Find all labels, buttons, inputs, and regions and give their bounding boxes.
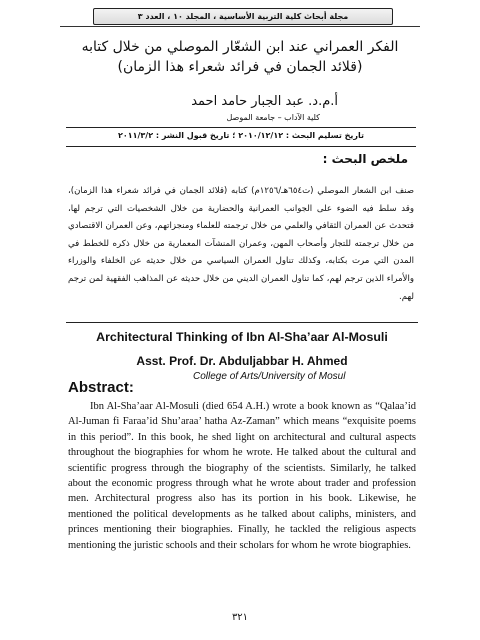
submission-dates: تاريخ تسليم البحث : ٢٠١٠/١٢/١٢ ؛ تاريخ قبول النشر : ٢٠١١/٣/٢ (117, 131, 365, 140)
arabic-author: أ.م.د. عبد الجبار حامد احمد (191, 94, 338, 109)
arabic-abstract-heading: ملخص البحث : (322, 152, 408, 166)
english-affiliation: College of Arts/University of Mosul (193, 371, 346, 382)
dates-top-rule (66, 127, 416, 128)
english-abstract-heading: Abstract: (68, 379, 134, 396)
arabic-title-line1: الفكر العمراني عند ابن الشعّار الموصلي من خلال كتابه (81, 39, 399, 55)
dates-bottom-rule (66, 146, 416, 147)
arabic-affiliation: كلية الآداب – جامعة الموصل (226, 113, 320, 122)
section-divider (66, 322, 418, 323)
page-number: ٣٢١ (231, 612, 249, 623)
english-title: Architectural Thinking of Ibn Al-Sha’aar Al-Mosuli (96, 330, 388, 344)
arabic-title-line2: (قلائد الجمان في فرائد شعراء هذا الزمان) (117, 59, 363, 75)
english-author: Asst. Prof. Dr. Abduljabbar H. Ahmed (136, 354, 348, 368)
english-abstract-body: Ibn Al-Sha’aar Al-Mosuli (died 654 A.H.) wrote a book known as “Qalaa’id Al-Juman fi Faraa’id Shu’araa’ hatha Az-Zaman” which means “exquisite poems in this period”. In this book, he shed light on architectural and cultural aspects throughout the biographies for whom he wrote. He talked about the cultural and scientific progress through the biography of the scientists. Similarly, he talked about the economic progress through what he wrote about trader and profession men. Architectural progress also has its portion in his book. Likewise, he mentioned the political developments as he talked about caliphs, ministers, and princes mentioning their biographies. Finally, he tackled the religious aspects mentioning the juristic schools and their scholars for whom he wrote biographies. (68, 401, 416, 551)
header-divider (60, 26, 420, 27)
journal-header (93, 8, 393, 25)
journal-header-text: مجلة أبحاث كلية التربية الأساسية ، المجلد ١٠ ، العدد ٣ (137, 12, 349, 21)
arabic-abstract-body: صنف ابن الشعار الموصلي (ت٦٥٤هـ/١٢٥٦م) كتابه (قلائد الجمان في فرائد شعراء هذا الزمان)، وقد سلط فيه الضوء على الجوانب العمرانية والحضارية من خلال الشخصيات التي ترجم لها، فتحدث عن العمران الثقافي والعلمي من خلال ترجمته للعلماء ومنجزاتهم، وعن العمران الاقتصادي من خلال ترجمته للتجار وأصحاب المهن، وعمران المنشآت المعمارية من خلال ذكره للخطط في المدن التي مرت بكتابه، وكذلك تناول العمران السياسي من خلال حديثه عن الخلفاء والوزراء والأمراء الذين ترجم لهم، كما تناول العمران الديني من خلال حديثه عن المذاهب الفقهية لمن ترجم لهم. (68, 186, 414, 302)
